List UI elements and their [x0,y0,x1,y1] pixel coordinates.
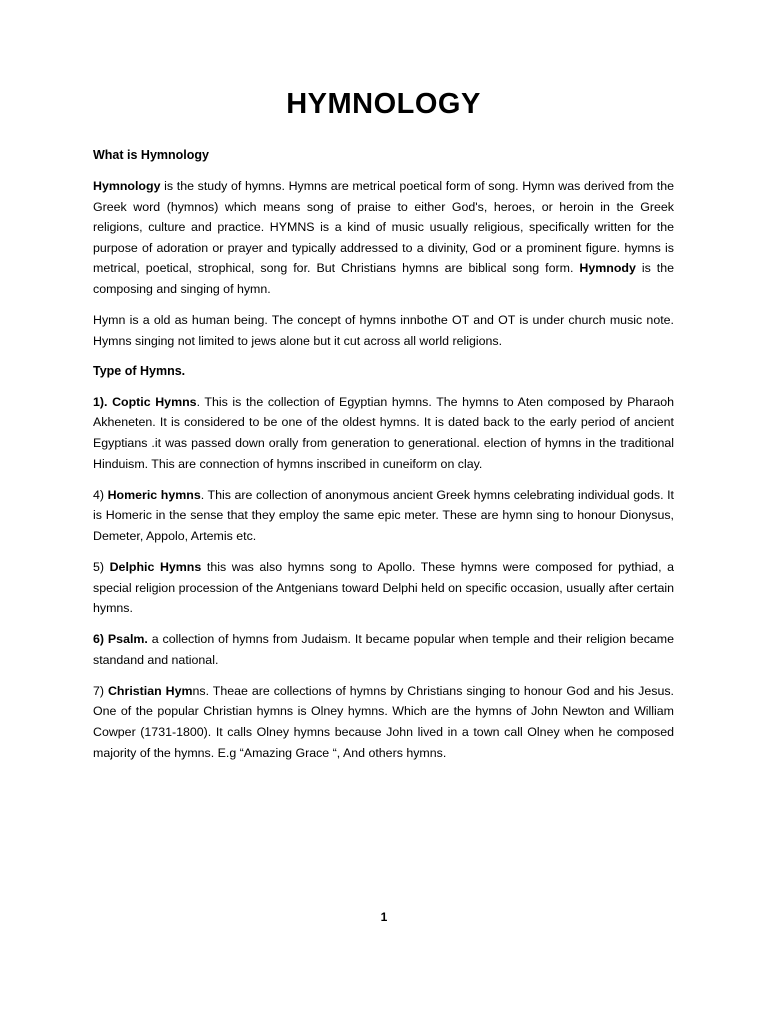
intro-text-1: is the study of hymns. Hymns are metrical poetical form of song. Hymn was derived from the Greek word (hymnos) which means song of praise to either God's, heroes, or heroin in the Greek religions, culture and practice. HYMNS is a kind of music usually religious, specifically written for the purpose of adoration or prayer and typically addressed to a divinity, God or a prominent figure. hymns is metrical, poetical, strophical, song for. But Christians hymns are biblical song form. [93,179,674,276]
coptic-label: 1). Coptic Hymns [93,394,197,409]
homeric-number: 4) [93,487,108,502]
coptic-paragraph [93,392,674,474]
intro-text-2: is the composing and singing of hymn. [93,261,674,296]
section-heading-what-is: What is Hymnology [93,148,209,162]
intro-paragraph [93,176,674,300]
homeric-text: . This are collection of anonymous ancient Greek hymns celebrating individual gods. It is Homeric in the sense that they employ the same epic meter. These are hymn sing to honour Dionysus, Demeter, Appolo, Artemis etc. [93,487,674,543]
psalm-text: a collection of hymns from Judaism. It became popular when temple and their religion became standand and national. [93,632,674,667]
delphic-paragraph [93,557,674,619]
christian-label: Christian Hym [107,683,193,698]
term-hymnology: Hymnology [93,179,161,193]
delphic-text: this was also hymns song to Apollo. These hymns were composed for pythiad, a special religion procession of the Antgenians toward Delphi held on specific occasion, usually after certain hymns. [93,559,674,616]
term-hymnody: Hymnody [579,261,636,276]
christian-paragraph [93,681,674,763]
document-page [93,84,674,774]
homeric-label: Homeric hymns [107,487,201,502]
coptic-text: . This is the collection of Egyptian hymns. The hymns to Aten composed by Pharaoh Akheneten. It is considered to be one of the oldest hymns. It is dated back to the early period of ancient Egyptians .it was passed down orally from generation to generational. election of hymns in the traditional Hinduism. This are connection of hymns inscribed in cuneiform on clay. [93,394,674,471]
christian-number: 7) [93,683,108,698]
psalm-label: 6) Psalm. [93,632,148,647]
section-heading-types: Type of Hymns. [93,363,186,378]
age-paragraph: Hymn is a old as human being. The concept of hymns innbothe OT and OT is under church music note. Hymns singing not limited to jews alone but it cut across all world religions. [93,313,674,348]
homeric-paragraph [93,485,674,547]
christian-text: ns. Theae are collections of hymns by Christians singing to honour God and his Jesus. One of the popular Christian hymns is Olney hymns. Which are the hymns of John Newton and William Cowper (1731-1800). It calls Olney hymns because John lived in a town call Olney when he composed majority of the hymns. E.g “Amazing Grace “, And others hymns. [93,683,674,760]
delphic-number: 5) [93,559,110,574]
delphic-label: Delphic Hymns [109,559,202,574]
psalm-paragraph [93,629,674,670]
document-title: HYMNOLOGY [286,88,481,120]
page-number: 1 [380,910,388,924]
